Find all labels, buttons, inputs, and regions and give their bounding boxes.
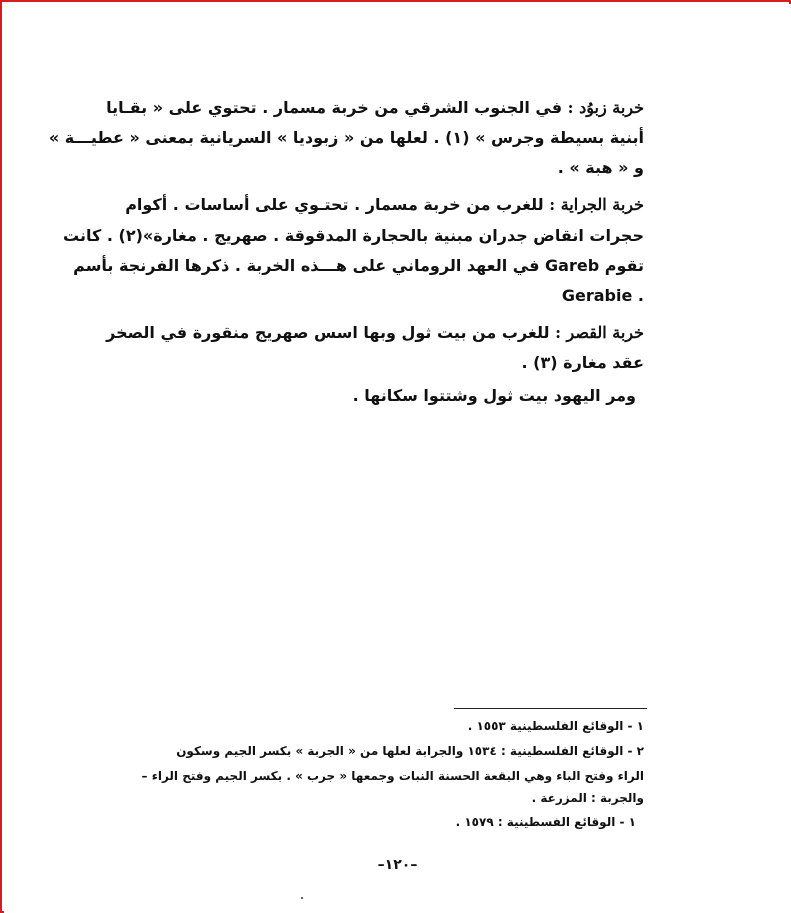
page-number: –١٢٠– [377, 857, 418, 873]
entry-term: خربة الجراية : [549, 195, 644, 214]
paragraph-1-line-3: و « هبة » . [557, 158, 644, 177]
footnote-2-line-3: والجربة : المزرعة . [531, 791, 644, 805]
paragraph-3-line-2: عقد مغارة (٣) . [521, 353, 644, 372]
scan-speck [301, 897, 303, 899]
footnote-divider [454, 708, 647, 709]
paragraph-3-line-1 [106, 322, 644, 344]
footnote-3: ١ - الوقائع الفسطينية : ١٥٧٩ . [455, 815, 636, 829]
paragraph-2-line-2: حجرات انقاض جدران مبنية بالحجارة المدقوقة . صهريج . مغارة»(٢) . كانت [63, 226, 644, 245]
entry-text: للغرب من بيت ثول وبها اسس صهريج منقورة في الصخر [106, 323, 556, 342]
entry-term: خربة زبوُد : [567, 98, 644, 117]
paragraph-1-line-1 [106, 97, 644, 119]
entry-term: خربة القصر : [555, 323, 644, 342]
entry-text: للغرب من خربة مسمار . تحتـوي على أساسات . أكوام [125, 195, 550, 214]
paragraph-2-line-3: تقوم Gareb في العهد الروماني على هـــذه الخربة . ذكرها الفرنجة بأسم [73, 256, 644, 275]
entry-text: في الجنوب الشرقي من خربة مسمار . تحتوي على « بقـايا [106, 98, 568, 117]
footnote-1: ١ - الوقائع الفلسطينية ١٥٥٣ . [467, 719, 644, 733]
document-page [4, 4, 791, 913]
paragraph-4-line-1: ومر اليهود بيت ثول وشتتوا سكانها . [352, 386, 636, 405]
footnote-2-line-2: الراء وفتح الباء وهي البقعة الحسنة النبات وجمعها « جرب » . بكسر الجيم وفتح الراء – [141, 769, 644, 783]
paragraph-2-line-4: . Gerabie [561, 286, 644, 305]
footnote-2-line-1: ٢ - الوقائع الفلسطينية : ١٥٣٤ والجرابة لعلها من « الجربة » بكسر الجيم وسكون [176, 744, 644, 758]
paragraph-2-line-1 [125, 194, 644, 216]
paragraph-1-line-2: أبنية بسيطة وجرس » (١) . لعلها من « زبوديا » السريانية بمعنى « عطيـــة » [48, 128, 644, 147]
